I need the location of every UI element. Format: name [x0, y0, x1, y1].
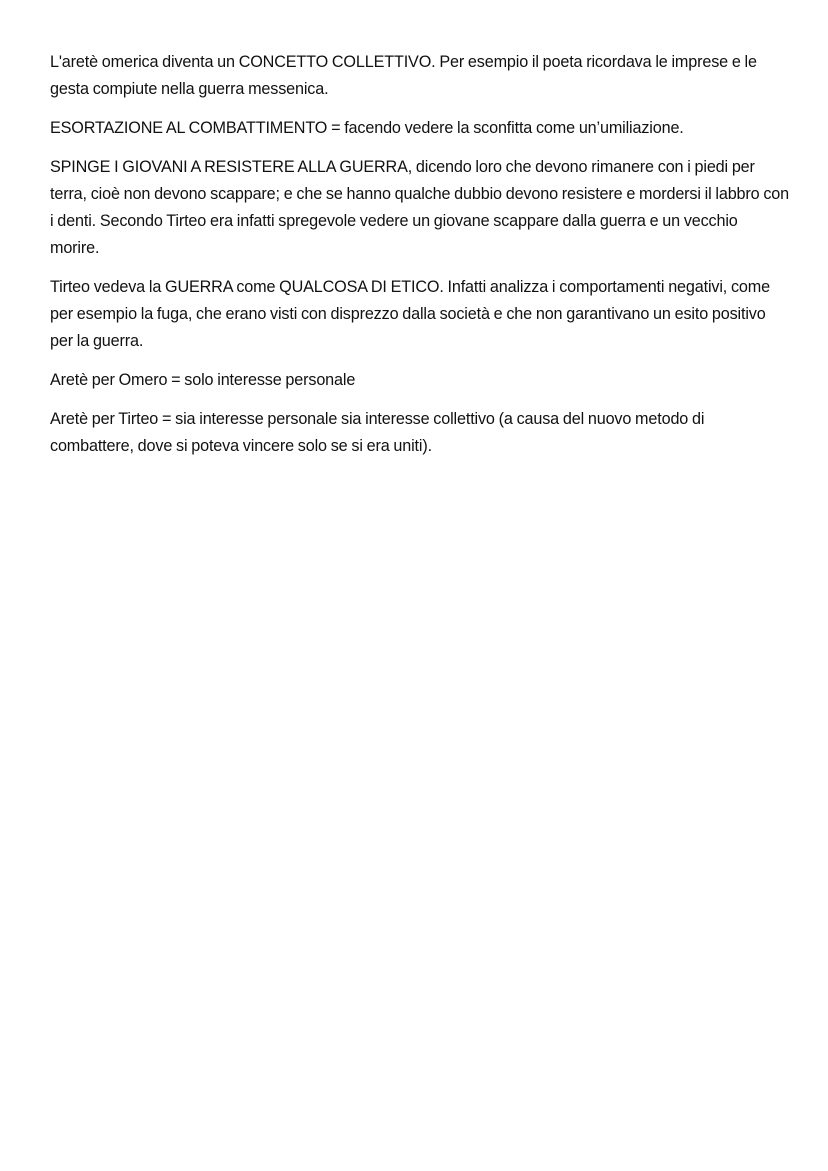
paragraph-spinge-giovani: SPINGE I GIOVANI A RESISTERE ALLA GUERRA, dicendo loro che devono rimanere con i piedi per terra, cioè non devono scappare; e che se hanno qualche dubbio devono resistere e mordersi il labbro con i denti. Secondo Tirteo era infatti spregevole vedere un giovane scappare dalla guerra e un vecchio morire. [50, 158, 789, 257]
paragraph-esortazione: ESORTAZIONE AL COMBATTIMENTO = facendo vedere la sconfitta come un’umiliazione. [50, 119, 684, 137]
paragraph-arete-collettiva: L'aretè omerica diventa un CONCETTO COLLETTIVO. Per esempio il poeta ricordava le imprese e le gesta compiute nella guerra messenica. [50, 53, 757, 98]
document-page [50, 49, 790, 472]
paragraph-guerra-etica: Tirteo vedeva la GUERRA come QUALCOSA DI ETICO. Infatti analizza i comportamenti negativi, come per esempio la fuga, che erano visti con disprezzo dalla società e che non garantivano un esito positivo per la guerra. [50, 278, 770, 350]
paragraph-arete-tirteo: Aretè per Tirteo = sia interesse personale sia interesse collettivo (a causa del nuovo metodo di combattere, dove si poteva vincere solo se si era uniti). [50, 410, 705, 455]
paragraph-arete-omero: Aretè per Omero = solo interesse personale [50, 371, 356, 389]
